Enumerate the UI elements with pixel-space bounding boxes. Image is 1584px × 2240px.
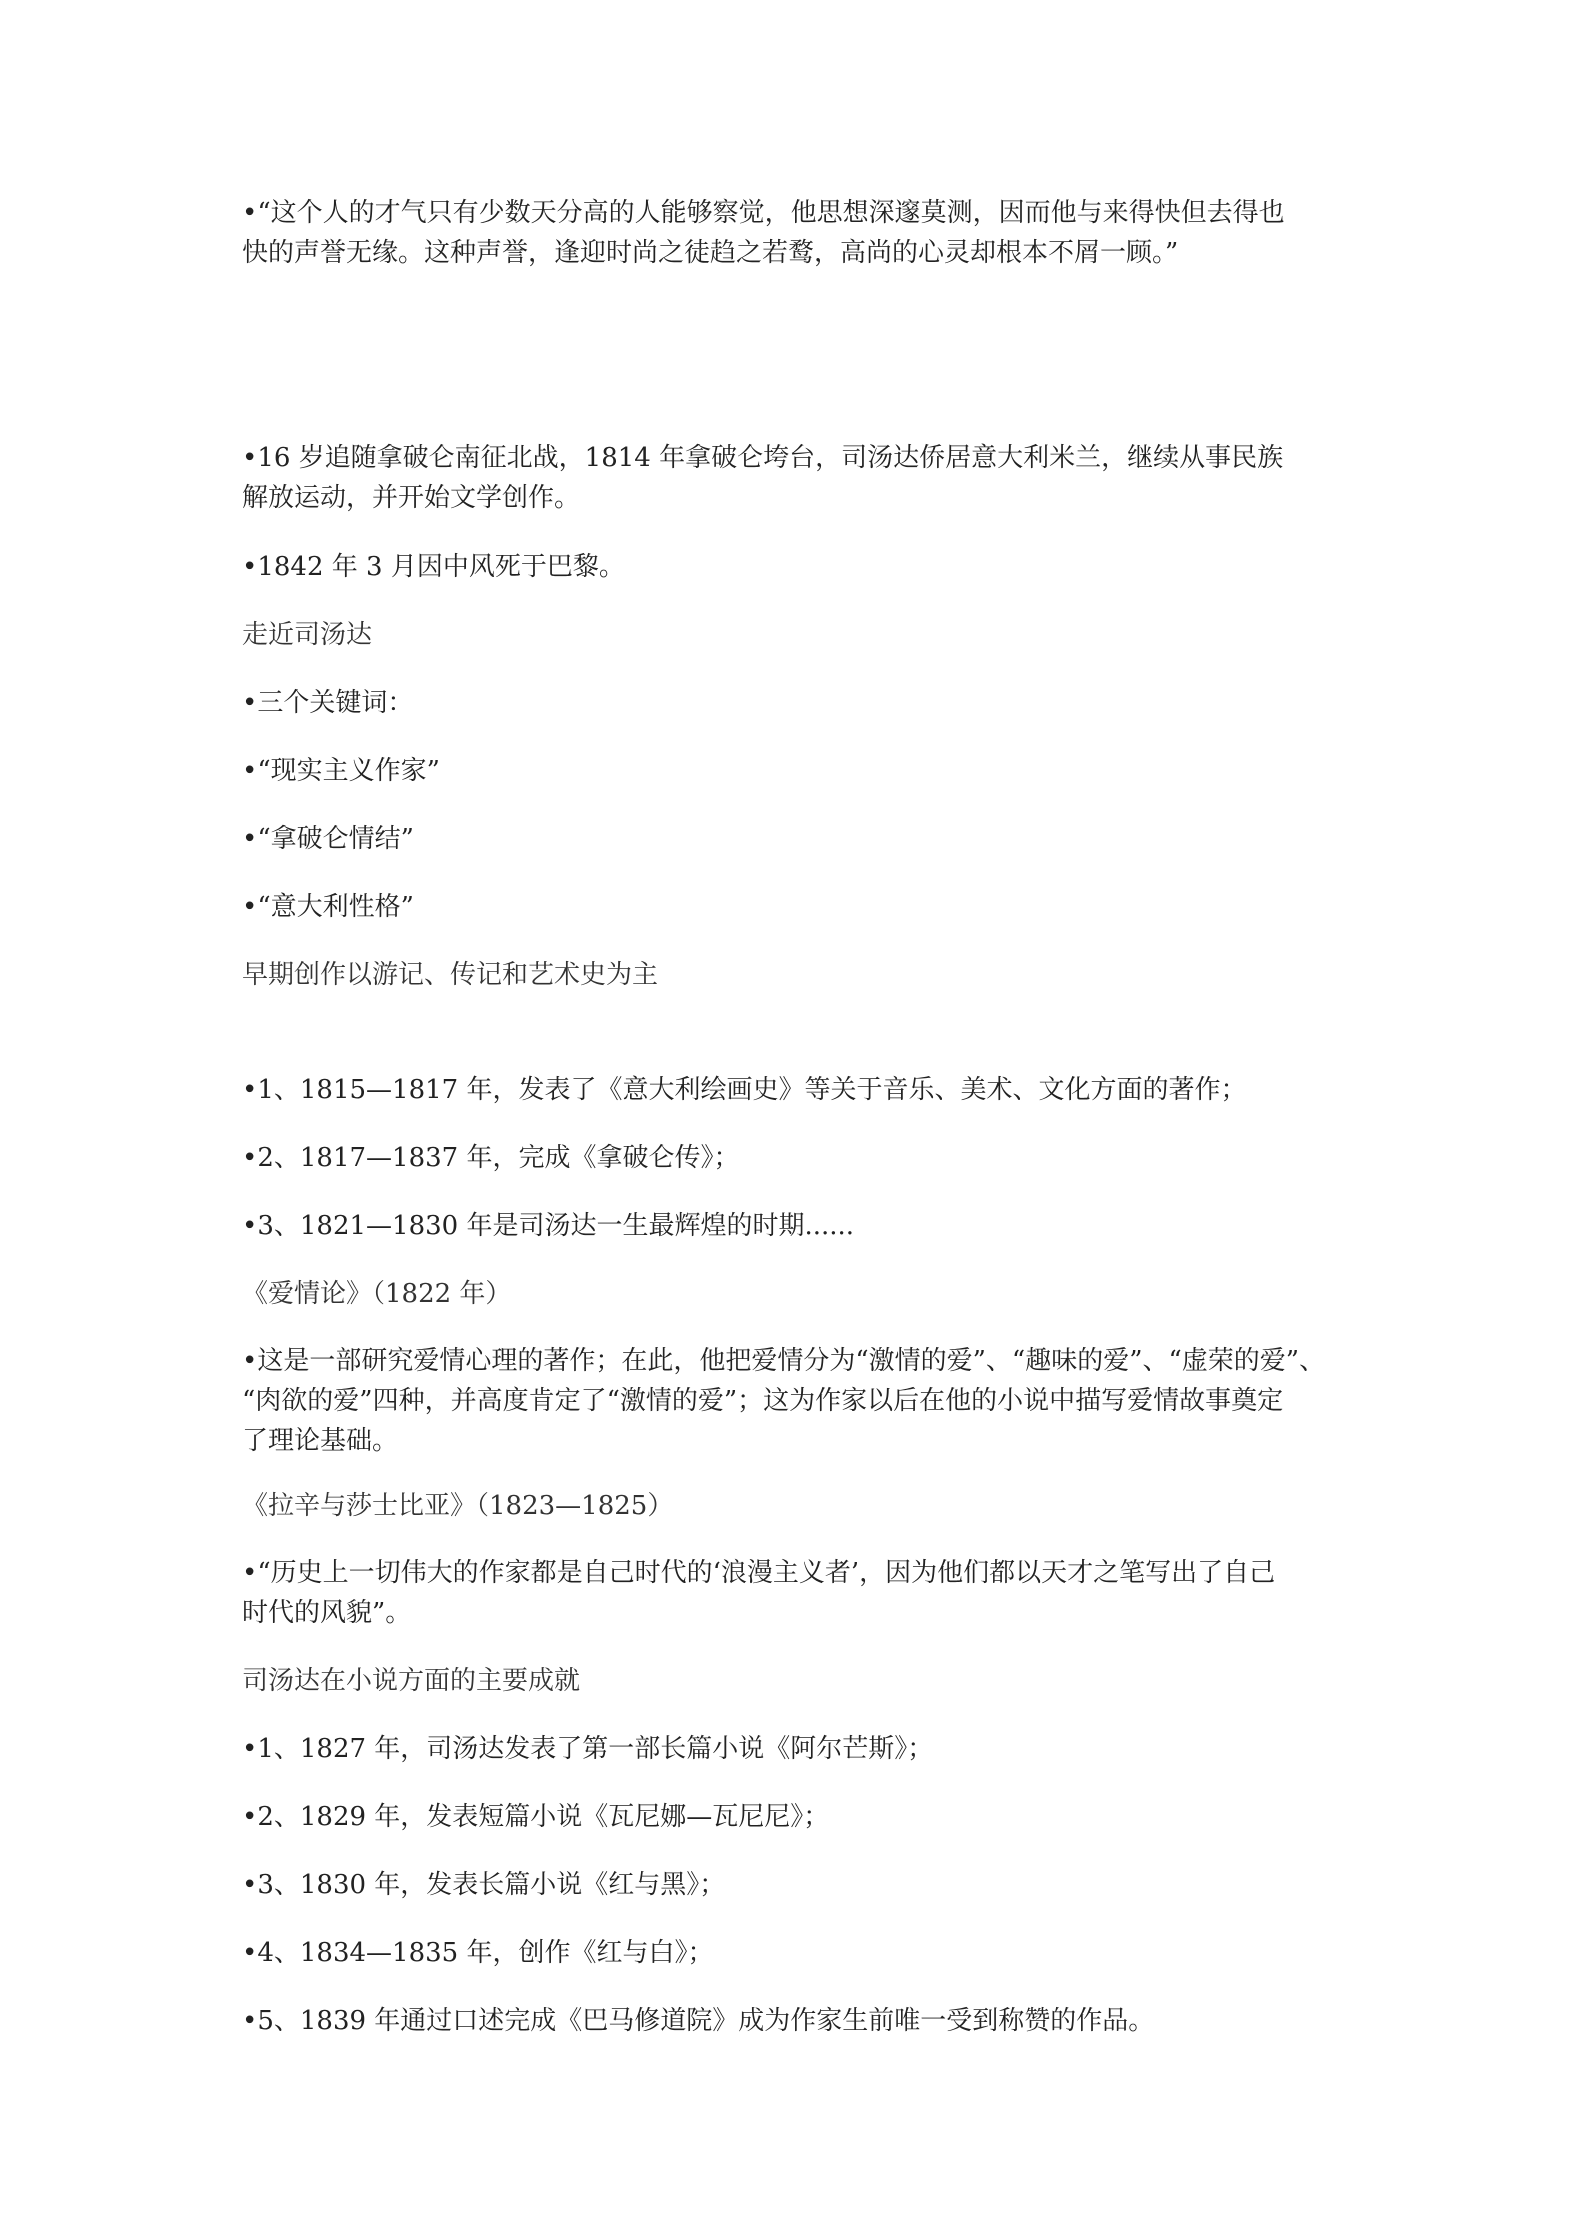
death-paragraph: •1842 年 3 月因中风死于巴黎。 [242,552,625,582]
text-line: “肉欲的爱”四种，并高度肯定了“激情的爱”；这为作家以后在他的小说中描写爱情故事奠定 [242,1386,1284,1416]
novel-item: •5、1839 年通过口述完成《巴马修道院》成为作家生前唯一受到称赞的作品。 [242,2006,1155,2036]
novel-item: •4、1834—1835 年，创作《红与白》； [242,1938,714,1968]
biography-paragraph [242,438,1362,518]
section-heading-racine: 《拉辛与莎士比亚》（1823—1825） [242,1491,674,1521]
quote-paragraph [242,193,1362,273]
on-love-paragraph [242,1341,1362,1461]
novel-item: •2、1829 年，发表短篇小说《瓦尼娜—瓦尼尼》； [242,1802,830,1832]
text-line: 解放运动，并开始文学创作。 [242,483,581,513]
novel-item: •1、1827 年，司汤达发表了第一部长篇小说《阿尔芒斯》； [242,1734,934,1764]
novel-item: •3、1830 年，发表长篇小说《红与黑》； [242,1870,726,1900]
keyword-item: •“拿破仑情结” [242,824,414,854]
keyword-item: •“现实主义作家” [242,756,440,786]
section-heading-on-love: 《爱情论》（1822 年） [242,1279,512,1309]
text-line: 时代的风貌”。 [242,1598,412,1628]
text-line: •这是一部研究爱情心理的著作；在此，他把爱情分为“激情的爱”、“趣味的爱”、“虚荣的爱”、 [242,1346,1326,1376]
section-heading-early-works: 早期创作以游记、传记和艺术史为主 [242,960,659,990]
early-work-item: •2、1817—1837 年，完成《拿破仑传》； [242,1143,740,1173]
text-line: 快的声誉无缘。这种声誉，逢迎时尚之徒趋之若鹜，高尚的心灵却根本不屑一顾。” [242,238,1179,268]
text-line: 了理论基础。 [242,1426,399,1456]
keywords-title: •三个关键词： [242,688,414,718]
text-line: •“这个人的才气只有少数天分高的人能够察觉，他思想深邃莫测，因而他与来得快但去得也 [242,198,1285,228]
keyword-item: •“意大利性格” [242,892,414,922]
section-heading-novels: 司汤达在小说方面的主要成就 [242,1666,581,1696]
section-heading-approach: 走近司汤达 [242,620,373,650]
early-work-item: •3、1821—1830 年是司汤达一生最辉煌的时期...... [242,1211,855,1241]
text-line: •16 岁追随拿破仑南征北战，1814 年拿破仑垮台，司汤达侨居意大利米兰，继续从事民族 [242,443,1284,473]
early-work-item: •1、1815—1817 年，发表了《意大利绘画史》等关于音乐、美术、文化方面的著作； [242,1075,1247,1105]
racine-paragraph [242,1553,1362,1633]
text-line: •“历史上一切伟大的作家都是自己时代的‘浪漫主义者’，因为他们都以天才之笔写出了自己 [242,1558,1276,1588]
